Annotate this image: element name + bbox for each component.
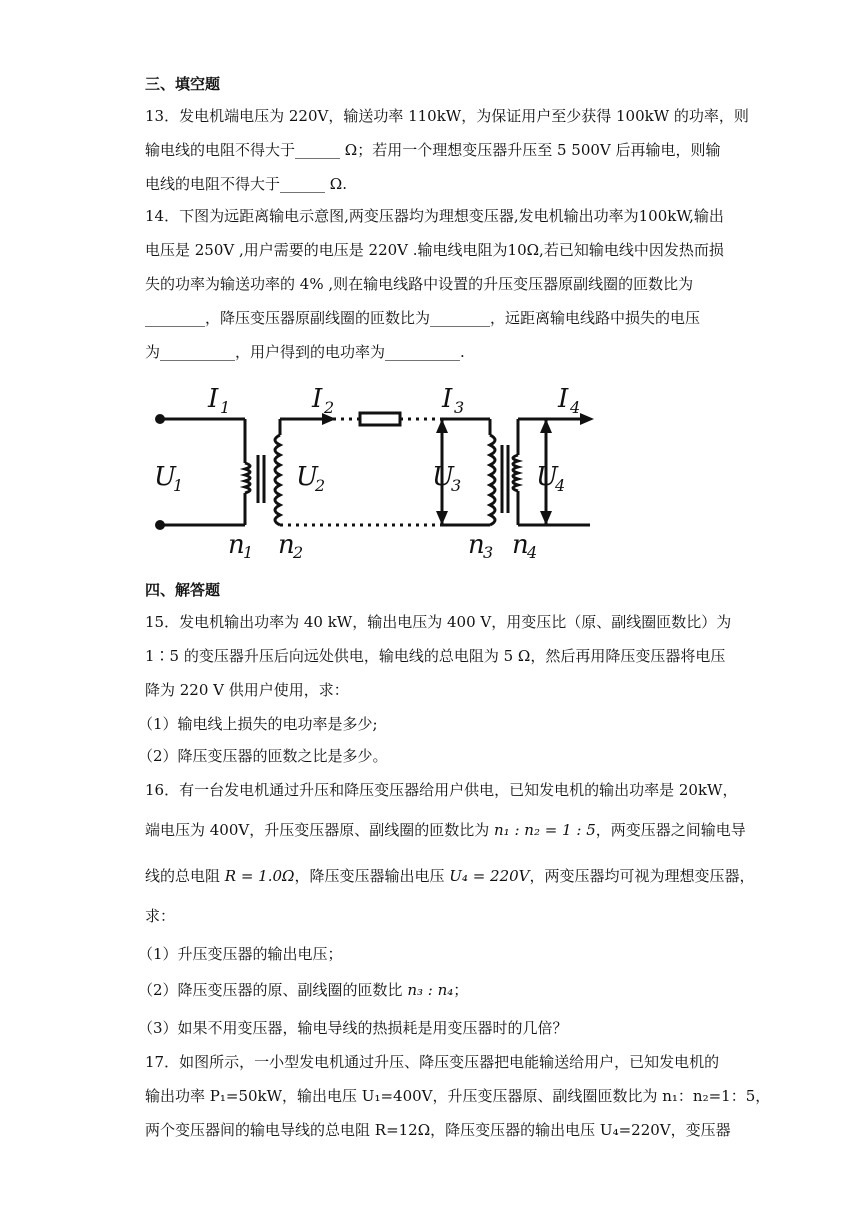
q16-line-2 — [145, 820, 746, 840]
q15-part-2: （2）降压变压器的匝数之比是多少。 — [138, 747, 388, 765]
q13-line-1: 13．发电机端电压为 220V，输送功率 110kW，为保证用户至少获得 100kW 的功率，则 — [145, 107, 749, 125]
label-U4: U — [536, 462, 558, 492]
q14-line-4: ________，降压变压器原副线圈的匝数比为________，远距离输电线路中损失的电压 — [145, 309, 701, 327]
q16-voltage-u4: U₄ = 220V — [449, 867, 530, 885]
q16-line-3 — [145, 866, 755, 886]
label-I4: I — [558, 385, 569, 414]
q16-ratio-n3-n4: n₃ : n₄ — [407, 981, 454, 999]
label-n1: n — [228, 530, 245, 560]
label-n4-sub: 4 — [527, 543, 538, 560]
q16-part-2-text-c: ； — [453, 981, 469, 999]
q13-line-3: 电线的电阻不得大于______ Ω. — [145, 175, 347, 193]
label-U1: U — [154, 462, 176, 492]
q13-line-2: 输电线的电阻不得大于______ Ω；若用一个理想变压器升压至 5 500V 后再输电，则输 — [145, 141, 721, 159]
label-U3: U — [432, 462, 454, 492]
label-I3-sub: 3 — [454, 398, 465, 417]
label-I3: I — [442, 385, 453, 414]
q16-line-2-text-c: ，两变压器之间输电导 — [595, 821, 746, 839]
q16-part-1: （1）升压变压器的输出电压； — [138, 945, 343, 963]
q15-line-1: 15．发电机输出功率为 40 kW，输出电压为 400 V，用变压比（原、副线圈匝数比）为 — [145, 613, 732, 631]
q16-part-3: （3）如果不用变压器，输电导线的热损耗是用变压器时的几倍？ — [138, 1019, 568, 1037]
label-I2: I — [312, 385, 323, 414]
q17-line-2: 输出功率 P₁=50kW，输出电压 U₁=400V，升压变压器原、副线圈匝数比为 n₁：n₂=1：5， — [145, 1087, 771, 1105]
q14-line-1: 14．下图为远距离输电示意图,两变压器均为理想变压器,发电机输出功率为100kW,输出 — [145, 207, 724, 225]
label-I2-sub: 2 — [324, 398, 335, 417]
q15-line-2: 1∶5 的变压器升压后向远处供电，输电线的总电阻为 5 Ω，然后再用降压变压器将电压 — [145, 647, 726, 665]
q16-line-3-text-a: 线的总电阻 — [145, 867, 225, 885]
q16-line-3-text-e: ，两变压器均可视为理想变压器， — [529, 867, 755, 885]
q17-line-3: 两个变压器间的输电导线的总电阻 R=12Ω，降压变压器的输出电压 U₄=220V，变压器 — [145, 1121, 731, 1139]
q16-ratio-n1-n2: n₁ : n₂ = 1 : 5 — [494, 821, 596, 839]
q15-line-3: 降为 220 V 供用户使用，求： — [145, 681, 349, 699]
q16-part-2-text-a: （2）降压变压器的原、副线圈的匝数比 — [138, 981, 408, 999]
section-heading-answer: 四、解答题 — [145, 581, 221, 599]
label-I1: I — [208, 385, 219, 414]
label-U2-sub: 2 — [315, 476, 326, 495]
q16-part-2 — [138, 980, 468, 1000]
label-U4-sub: 4 — [555, 476, 566, 495]
label-U1-sub: 1 — [173, 476, 184, 495]
label-n1-sub: 1 — [243, 543, 254, 560]
label-n4: n — [512, 530, 529, 560]
label-U3-sub: 3 — [451, 476, 462, 495]
q14-line-3: 失的功率为输送功率的 4% ,则在输电线路中设置的升压变压器原副线圈的匝数比为 — [145, 275, 694, 293]
label-n2-sub: 2 — [293, 543, 304, 560]
label-n3: n — [468, 530, 485, 560]
q16-line-3-text-c: ，降压变压器输出电压 — [294, 867, 450, 885]
q16-line-4: 求： — [145, 907, 176, 925]
q16-line-1: 16．有一台发电机通过升压和降压变压器给用户供电，已知发电机的输出功率是 20kW， — [145, 781, 738, 799]
q17-line-1: 17．如图所示，一小型发电机通过升压、降压变压器把电能输送给用户，已知发电机的 — [145, 1053, 720, 1071]
label-n3-sub: 3 — [483, 543, 494, 560]
q16-resistance: R = 1.0Ω — [224, 867, 295, 885]
label-I1-sub: 1 — [220, 398, 231, 417]
section-heading-fill-blank: 三、填空题 — [145, 75, 221, 93]
label-I4-sub: 4 — [570, 398, 581, 417]
q14-line-2: 电压是 250V ,用户需要的电压是 220V .输电线电阻为10Ω,若已知输电线中因发热而损 — [145, 241, 724, 259]
q15-part-1: （1）输电线上损失的电功率是多少; — [138, 715, 378, 733]
label-U2: U — [296, 462, 318, 492]
q16-line-2-text-a: 端电压为 400V，升压变压器原、副线圈的匝数比为 — [145, 821, 495, 839]
label-n2: n — [278, 530, 295, 560]
transmission-circuit-diagram — [150, 385, 600, 560]
q14-line-5: 为__________，用户得到的电功率为__________. — [145, 343, 465, 361]
